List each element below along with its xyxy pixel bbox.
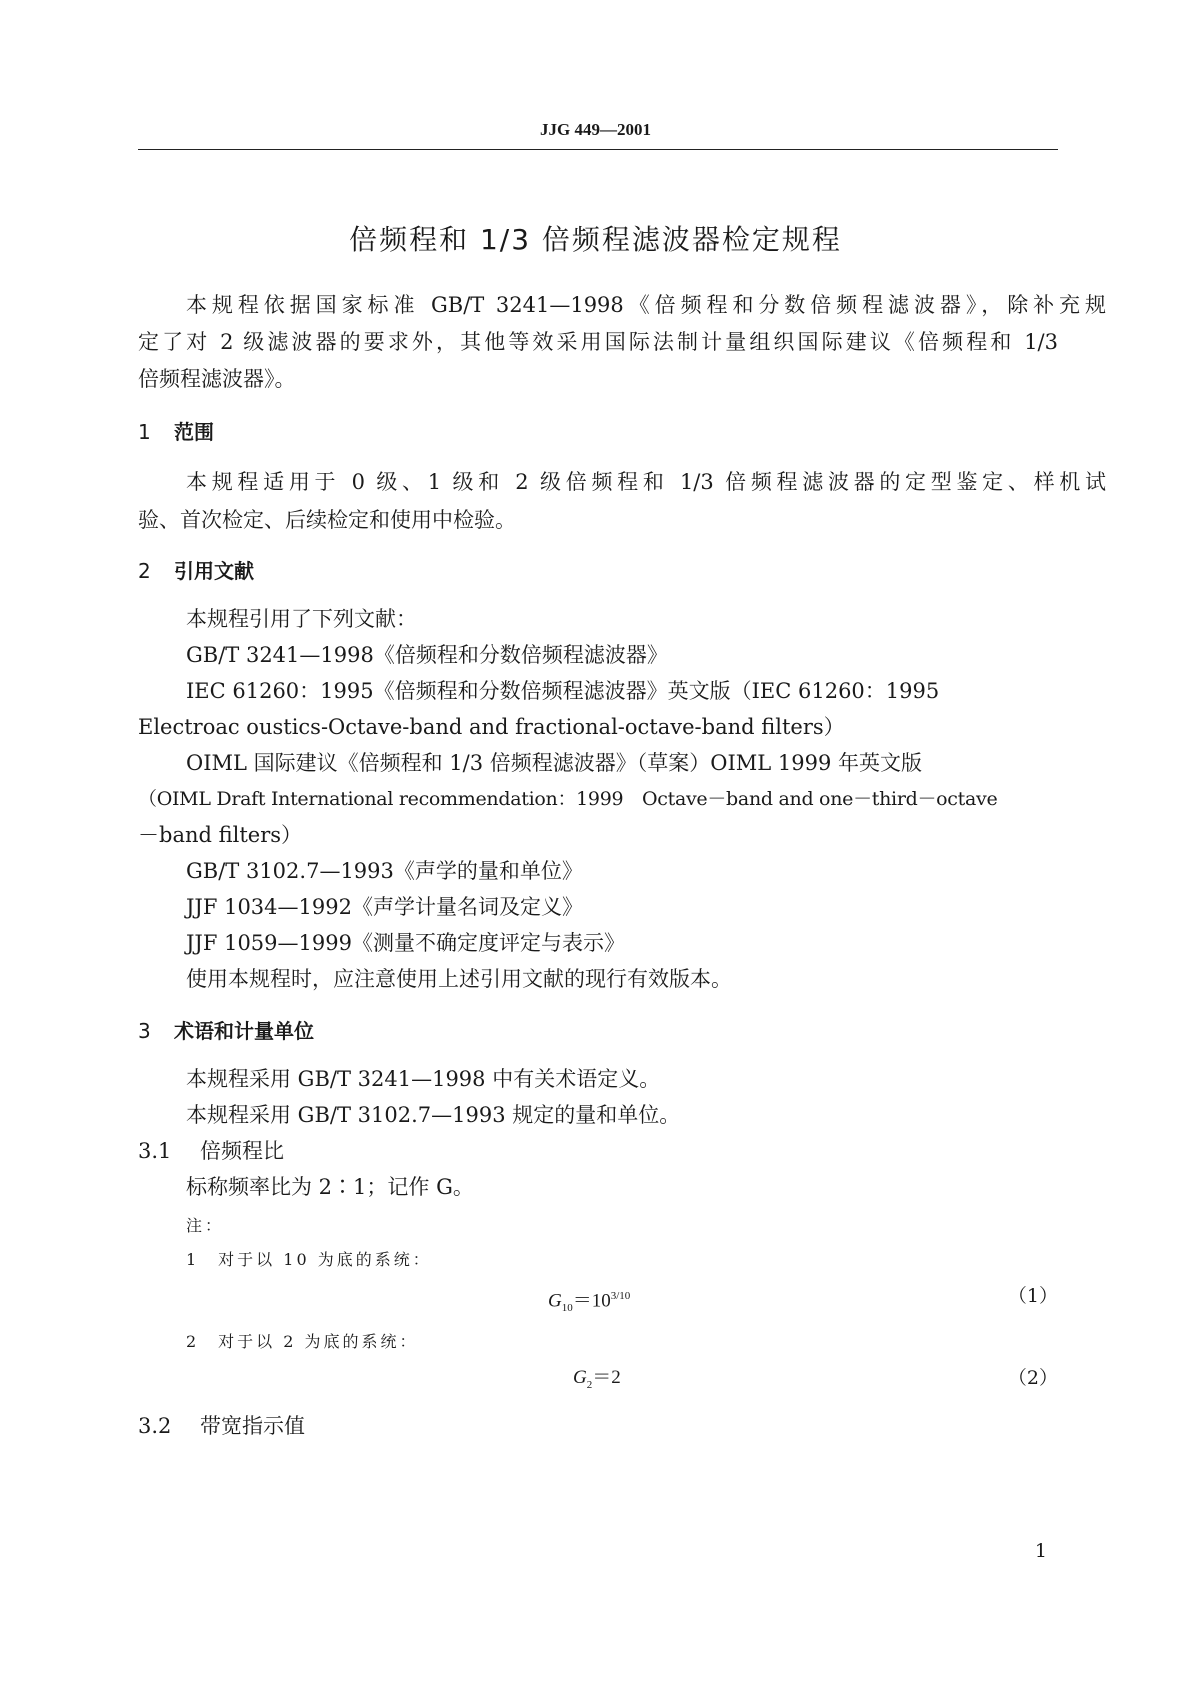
section-number: 1 (138, 420, 151, 444)
equation-variable: G (548, 1290, 562, 1312)
subsection-3-1-body: 标称频率比为 2∶1；记作 G。 (186, 1175, 474, 1199)
intro-line: 倍频程滤波器》。 (138, 367, 296, 391)
subsection-number: 3.1 (138, 1139, 172, 1163)
reference-line: JJF 1059—1999《测量不确定度评定与表示》 (186, 931, 625, 955)
equation-subscript: 2 (586, 1378, 593, 1391)
reference-line: IEC 61260：1995《倍频程和分数倍频程滤波器》英文版（IEC 61260：1995 (186, 679, 940, 703)
equation-rhs: ＝2 (592, 1367, 621, 1388)
reference-line: 本规程引用了下列文献： (186, 607, 417, 631)
reference-line: GB/T 3102.7—1993《声学的量和单位》 (186, 859, 583, 883)
section-3-body: 本规程采用 GB/T 3102.7—1993 规定的量和单位。 (186, 1103, 681, 1127)
reference-line: OIML 国际建议《倍频程和 1/3 倍频程滤波器》（草案）OIML 1999 年英文版 (186, 751, 923, 775)
reference-line: （OIML Draft International recommendation：1999 Octave－band and one－third－octave (138, 788, 998, 810)
document-title: 倍频程和 1/3 倍频程滤波器检定规程 (349, 223, 842, 256)
subsection-3-1-heading (138, 1137, 1058, 1165)
note-item-1: 1 对于以 10 为底的系统： (186, 1250, 432, 1269)
section-3-heading (138, 1017, 1058, 1045)
section-1-heading (138, 418, 1058, 446)
subsection-3-2-heading (138, 1412, 1058, 1440)
section-number: 2 (138, 559, 151, 583)
page-number: 1 (1034, 1540, 1047, 1562)
section-2-heading (138, 557, 1058, 585)
subsection-title: 带宽指示值 (200, 1414, 305, 1438)
equation-1 (548, 1282, 630, 1322)
reference-line: JJF 1034—1992《声学计量名词及定义》 (186, 895, 583, 919)
section-3-body: 本规程采用 GB/T 3241—1998 中有关术语定义。 (186, 1067, 661, 1091)
section-number: 3 (138, 1019, 151, 1043)
section-1-body: 验、首次检定、后续检定和使用中检验。 (138, 508, 516, 532)
equation-1-number: （1） (1007, 1285, 1058, 1307)
equation-2 (573, 1364, 621, 1399)
intro-line: 本规程依据国家标准 GB/T 3241—1998《倍频程和分数倍频程滤波器》，除补充规 (186, 293, 1106, 317)
note-label: 注： (186, 1216, 225, 1235)
reference-line: GB/T 3241—1998《倍频程和分数倍频程滤波器》 (186, 643, 668, 667)
section-title: 术语和计量单位 (174, 1019, 314, 1043)
reference-line: Electroac oustics-Octave-band and fractional-octave-band filters） (138, 715, 845, 739)
equation-variable: G (573, 1367, 587, 1388)
subsection-number: 3.2 (138, 1414, 172, 1438)
section-title: 范围 (174, 420, 214, 444)
page-header: JJG 449—2001 (540, 120, 651, 139)
equation-subscript: 10 (561, 1302, 573, 1315)
equation-rhs: ＝10 (572, 1290, 611, 1312)
equation-superscript: 3/10 (610, 1290, 631, 1302)
intro-line: 定了对 2 级滤波器的要求外，其他等效采用国际法制计量组织国际建议《倍频程和 1/3 (138, 330, 1058, 354)
equation-2-number: （2） (1007, 1367, 1058, 1389)
subsection-title: 倍频程比 (200, 1139, 284, 1163)
section-title: 引用文献 (174, 559, 254, 583)
note-item-2: 2 对于以 2 为底的系统： (186, 1332, 419, 1351)
header-rule (138, 149, 1058, 150)
reference-line: 使用本规程时，应注意使用上述引用文献的现行有效版本。 (186, 967, 732, 991)
reference-line: －band filters） (138, 823, 303, 847)
section-1-body: 本规程适用于 0 级、1 级和 2 级倍频程和 1/3 倍频程滤波器的定型鉴定、样机试 (186, 470, 1106, 494)
